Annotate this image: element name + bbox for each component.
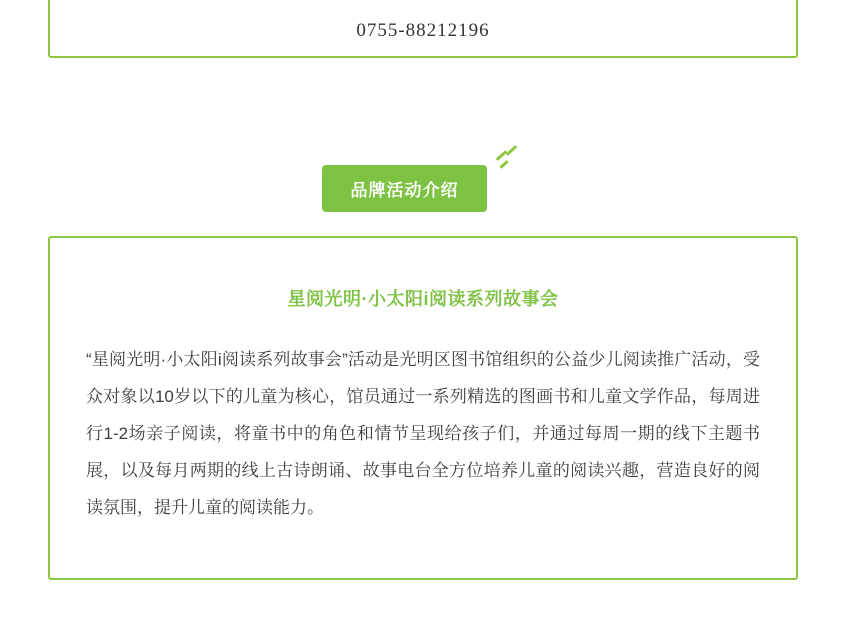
sparkle-icon — [493, 146, 523, 176]
activity-title: 星阅光明·小太阳i阅读系列故事会 — [287, 289, 559, 309]
activity-card — [48, 236, 798, 580]
section-heading-area — [0, 140, 846, 220]
activity-description: “星阅光明·小太阳i阅读系列故事会”活动是光明区图书馆组织的公益少儿阅读推广活动，受众对象以10岁以下的儿童为核心，馆员通过一系列精选的图画书和儿童文学作品，每周进行1-2场亲子阅读，将童书中的角色和情节呈现给孩子们，并通过每周一期的线下主题书展，以及每月两期的线上古诗朗诵、故事电台全方位培养儿童的阅读兴趣，营造良好的阅读氛围，提升儿童的阅读能力。 — [86, 350, 760, 517]
section-heading-pill: 品牌活动介绍 — [322, 165, 487, 212]
phone-number-text: 0755-88212196 — [356, 20, 490, 41]
phone-number-box — [48, 0, 798, 58]
